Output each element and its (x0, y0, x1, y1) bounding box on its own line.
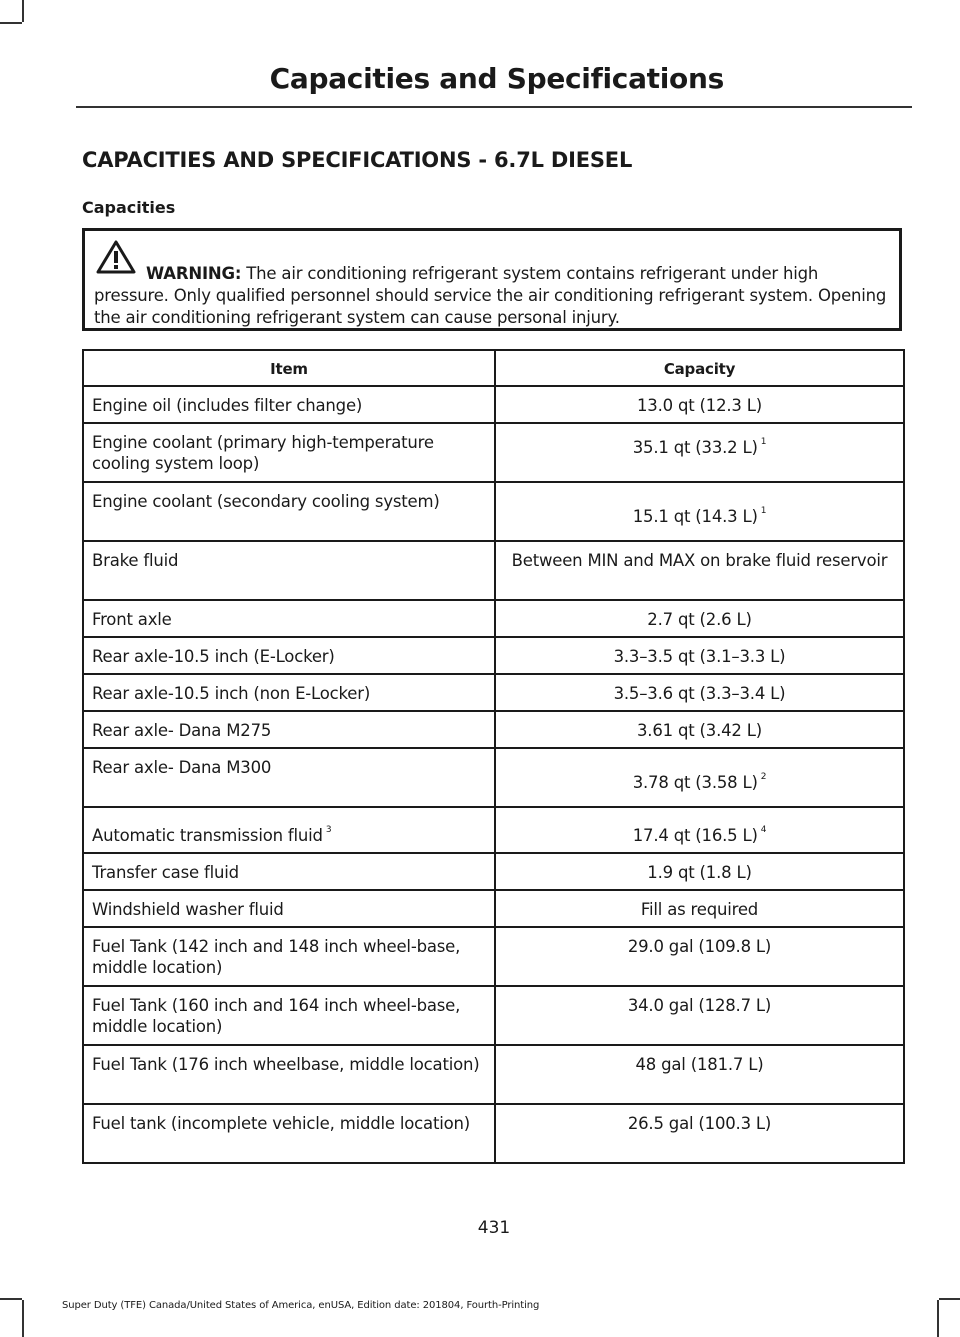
capacity-cell (495, 541, 904, 600)
item-label: Brake fluid (92, 551, 179, 570)
table-row (83, 711, 904, 748)
capacity-cell (495, 748, 904, 807)
table-row (83, 1045, 904, 1104)
item-label: Transfer case fluid (92, 863, 239, 882)
capacity-cell (495, 890, 904, 927)
item-cell (83, 986, 495, 1045)
capacity-value: 29.0 gal (109.8 L) (627, 937, 772, 956)
item-label: Fuel tank (incomplete vehicle, middle location) (92, 1114, 471, 1133)
capacity-cell (495, 1045, 904, 1104)
item-label: Automatic transmission fluid (92, 826, 323, 845)
item-cell (83, 541, 495, 600)
item-cell (83, 853, 495, 890)
capacity-value: 1.9 qt (1.8 L) (647, 863, 752, 882)
capacity-value: Fill as required (640, 900, 759, 919)
capacity-value: 34.0 gal (128.7 L) (627, 996, 772, 1015)
section-subtitle: Capacities (82, 198, 176, 217)
item-label: Engine coolant (secondary cooling system) (92, 492, 440, 511)
capacity-cell (495, 927, 904, 986)
capacity-value: 3.3–3.5 qt (3.1–3.3 L) (613, 647, 786, 666)
capacity-cell (495, 986, 904, 1045)
column-header-capacity: Capacity (495, 350, 904, 386)
capacity-cell (495, 807, 904, 853)
item-cell (83, 674, 495, 711)
capacity-cell (495, 674, 904, 711)
warning-box (82, 228, 902, 331)
item-label: Front axle (92, 610, 172, 629)
footnote-marker: 1 (760, 506, 767, 516)
capacity-value: 2.7 qt (2.6 L) (647, 610, 752, 629)
page-header-title: Capacities and Specifications (269, 62, 724, 95)
item-label: Engine oil (includes filter change) (92, 396, 363, 415)
item-label: Rear axle-10.5 inch (E-Locker) (92, 647, 335, 666)
warning-label: WARNING: (146, 264, 242, 283)
capacity-cell (495, 482, 904, 541)
crop-mark (22, 1300, 24, 1337)
capacities-table (82, 349, 905, 1164)
capacity-cell (495, 386, 904, 423)
section-title: CAPACITIES AND SPECIFICATIONS - 6.7L DIESEL (82, 148, 633, 172)
item-cell (83, 711, 495, 748)
table-row (83, 1104, 904, 1163)
item-cell (83, 1104, 495, 1163)
item-cell (83, 748, 495, 807)
crop-mark (0, 22, 22, 24)
capacity-value: 13.0 qt (12.3 L) (636, 396, 763, 415)
table-row (83, 986, 904, 1045)
table-row (83, 541, 904, 600)
item-cell (83, 482, 495, 541)
table-row (83, 600, 904, 637)
item-cell (83, 890, 495, 927)
item-cell (83, 807, 495, 853)
capacity-cell (495, 1104, 904, 1163)
item-label: Fuel Tank (160 inch and 164 inch wheel-base, middle location) (92, 996, 461, 1036)
footnote-marker: 3 (325, 825, 332, 835)
table-header-row (83, 350, 904, 386)
capacity-value: 15.1 qt (14.3 L) (632, 507, 758, 526)
header-divider (76, 106, 912, 108)
table-row (83, 423, 904, 482)
capacity-value: Between MIN and MAX on brake fluid reservoir (511, 551, 888, 570)
item-cell (83, 386, 495, 423)
table-row (83, 748, 904, 807)
footnote-marker: 2 (760, 772, 767, 782)
item-label: Rear axle-10.5 inch (non E-Locker) (92, 684, 371, 703)
item-cell (83, 927, 495, 986)
item-label: Engine coolant (primary high-temperature cooling system loop) (92, 433, 434, 473)
item-cell (83, 600, 495, 637)
crop-mark (22, 0, 24, 22)
item-label: Rear axle- Dana M300 (92, 758, 272, 777)
item-cell (83, 423, 495, 482)
capacity-value: 3.61 qt (3.42 L) (636, 721, 763, 740)
capacity-value: 3.5–3.6 qt (3.3–3.4 L) (613, 684, 786, 703)
table-row (83, 890, 904, 927)
capacity-cell (495, 600, 904, 637)
item-label: Fuel Tank (176 inch wheelbase, middle location) (92, 1055, 480, 1074)
table-row (83, 674, 904, 711)
page-number: 431 (477, 1218, 511, 1238)
item-label: Windshield washer fluid (92, 900, 284, 919)
table-row (83, 637, 904, 674)
capacity-value: 17.4 qt (16.5 L) (632, 826, 758, 845)
item-label: Rear axle- Dana M275 (92, 721, 272, 740)
item-cell (83, 1045, 495, 1104)
capacity-cell (495, 853, 904, 890)
crop-mark (937, 1300, 939, 1337)
crop-mark (939, 1298, 960, 1300)
table-row (83, 853, 904, 890)
table-row (83, 927, 904, 986)
column-header-item: Item (83, 350, 495, 386)
warning-text (94, 263, 891, 329)
crop-mark (0, 1298, 22, 1300)
capacity-value: 48 gal (181.7 L) (635, 1055, 764, 1074)
item-cell (83, 637, 495, 674)
table-row (83, 386, 904, 423)
capacity-cell (495, 637, 904, 674)
item-label: Fuel Tank (142 inch and 148 inch wheel-base, middle location) (92, 937, 461, 977)
warning-body: The air conditioning refrigerant system contains refrigerant under high pressure. Only qualified personnel should service the air conditioning refrigerant system. Opening the air conditioning refrigerant system can cause personal injury. (94, 264, 887, 327)
table-row (83, 482, 904, 541)
capacity-cell (495, 423, 904, 482)
footnote-marker: 4 (760, 825, 767, 835)
footnote-marker: 1 (760, 437, 767, 447)
table-row (83, 807, 904, 853)
capacity-cell (495, 711, 904, 748)
capacity-value: 3.78 qt (3.58 L) (632, 773, 758, 792)
capacity-value: 26.5 gal (100.3 L) (627, 1114, 772, 1133)
capacity-value: 35.1 qt (33.2 L) (632, 438, 758, 457)
footer-edition-info: Super Duty (TFE) Canada/United States of America, enUSA, Edition date: 201804, Fourth-Printing (62, 1300, 540, 1311)
warning-triangle-icon (95, 239, 137, 275)
